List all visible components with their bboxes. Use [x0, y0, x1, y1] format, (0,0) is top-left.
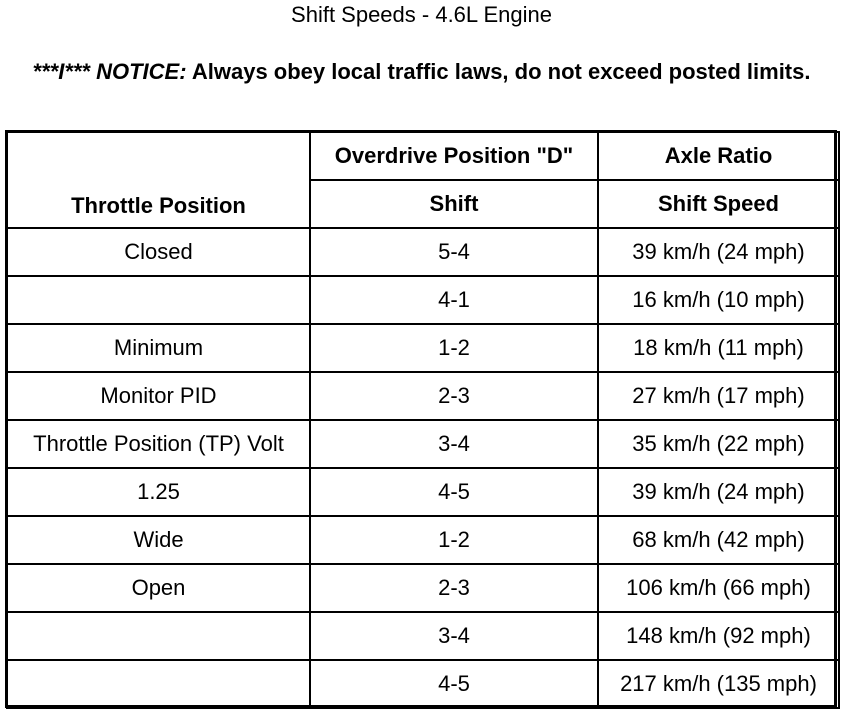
table-row: [7, 420, 839, 468]
throttle-cell: [7, 612, 310, 660]
column-header-throttle-position: Throttle Position: [7, 132, 310, 228]
shift-cell: 4-1: [310, 276, 598, 324]
throttle-cell: [7, 660, 310, 708]
shift-cell: 1-2: [310, 516, 598, 564]
page-title: Shift Speeds - 4.6L Engine: [291, 2, 552, 27]
shift-speed-cell: 148 km/h (92 mph): [598, 612, 839, 660]
throttle-cell: Wide: [7, 516, 310, 564]
column-header-axle-ratio: Axle Ratio: [598, 132, 839, 180]
table-header-row: [7, 132, 839, 180]
notice-text: Always obey local traffic laws, do not exceed posted limits.: [186, 59, 811, 84]
shift-speed-cell: 68 km/h (42 mph): [598, 516, 839, 564]
shift-speed-cell: 18 km/h (11 mph): [598, 324, 839, 372]
table-row: [7, 276, 839, 324]
table-row: [7, 324, 839, 372]
table-body: [7, 228, 839, 708]
table-row: [7, 468, 839, 516]
notice-prefix: ***I*** NOTICE:: [32, 59, 187, 84]
shift-speed-cell: 27 km/h (17 mph): [598, 372, 839, 420]
shift-cell: 2-3: [310, 564, 598, 612]
throttle-cell: Open: [7, 564, 310, 612]
table-row: [7, 564, 839, 612]
table-row: [7, 612, 839, 660]
shift-cell: 3-4: [310, 420, 598, 468]
shift-cell: 1-2: [310, 324, 598, 372]
notice: [10, 57, 833, 86]
throttle-cell: 1.25: [7, 468, 310, 516]
throttle-cell: Monitor PID: [7, 372, 310, 420]
shift-speed-cell: 35 km/h (22 mph): [598, 420, 839, 468]
column-header-shift-speed: Shift Speed: [598, 180, 839, 228]
shift-speeds-table: [6, 131, 840, 709]
table-row: [7, 516, 839, 564]
table-row: [7, 660, 839, 708]
shift-speed-cell: 39 km/h (24 mph): [598, 468, 839, 516]
shift-speed-cell: 106 km/h (66 mph): [598, 564, 839, 612]
throttle-cell: [7, 276, 310, 324]
shift-cell: 4-5: [310, 468, 598, 516]
shift-cell: 3-4: [310, 612, 598, 660]
table-row: [7, 228, 839, 276]
column-header-overdrive-position: Overdrive Position "D": [310, 132, 598, 180]
shift-cell: 5-4: [310, 228, 598, 276]
shift-speed-cell: 217 km/h (135 mph): [598, 660, 839, 708]
table-row: [7, 372, 839, 420]
shift-cell: 4-5: [310, 660, 598, 708]
column-header-shift: Shift: [310, 180, 598, 228]
shift-speed-cell: 16 km/h (10 mph): [598, 276, 839, 324]
throttle-cell: Closed: [7, 228, 310, 276]
throttle-cell: Minimum: [7, 324, 310, 372]
throttle-cell: Throttle Position (TP) Volt: [7, 420, 310, 468]
shift-speed-cell: 39 km/h (24 mph): [598, 228, 839, 276]
shift-cell: 2-3: [310, 372, 598, 420]
